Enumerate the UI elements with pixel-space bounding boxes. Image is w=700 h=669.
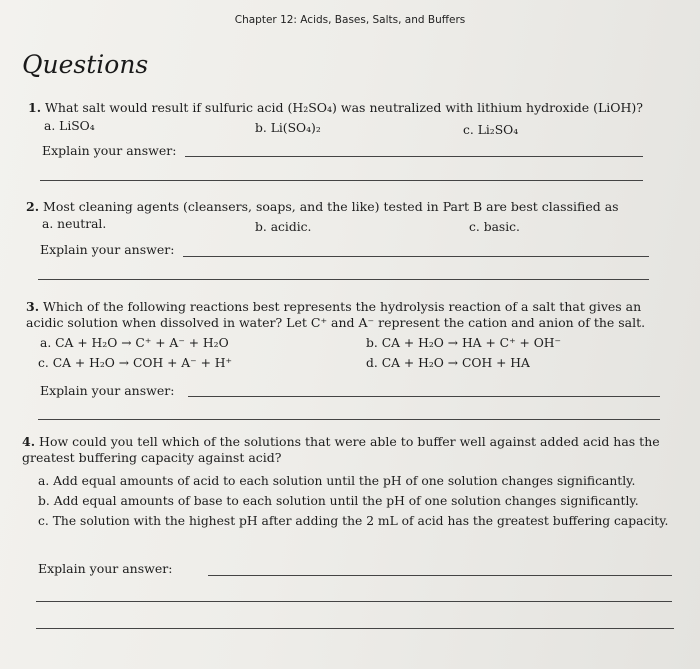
q2-option-c[interactable]: c. basic. bbox=[469, 220, 520, 234]
q2-option-b[interactable]: b. acidic. bbox=[255, 220, 312, 234]
question-number: 3. bbox=[26, 299, 40, 314]
q3-option-b[interactable]: b. CA + H₂O → HA + C⁺ + OH⁻ bbox=[366, 336, 561, 350]
q1-option-a[interactable]: a. LiSO₄ bbox=[44, 119, 95, 133]
q3-option-d[interactable]: d. CA + H₂O → COH + HA bbox=[366, 356, 530, 370]
q3-answer-line-1[interactable] bbox=[188, 396, 660, 397]
q4-option-c[interactable]: c. The solution with the highest pH after adding the 2 mL of acid has the greatest buffering capacity. bbox=[38, 514, 669, 528]
q3-explain-label: Explain your answer: bbox=[40, 383, 175, 398]
chapter-header: Chapter 12: Acids, Bases, Salts, and Buffers bbox=[234, 14, 466, 26]
question-number: 2. bbox=[26, 199, 40, 214]
q1-option-c[interactable]: c. Li₂SO₄ bbox=[463, 123, 519, 137]
q1-answer-line-2[interactable] bbox=[40, 180, 643, 181]
section-title: Questions bbox=[22, 50, 149, 79]
q4-option-a[interactable]: a. Add equal amounts of acid to each solution until the pH of one solution changes significantly. bbox=[38, 474, 636, 488]
question-number: 1. bbox=[28, 100, 42, 115]
question-text: What salt would result if sulfuric acid (H₂SO₄) was neutralized with lithium hydroxide (LiOH)? bbox=[45, 100, 643, 115]
q2-explain-label: Explain your answer: bbox=[40, 242, 175, 257]
q1-option-b[interactable]: b. Li(SO₄)₂ bbox=[255, 121, 321, 135]
question-2 bbox=[26, 199, 666, 215]
q3-option-c[interactable]: c. CA + H₂O → COH + A⁻ + H⁺ bbox=[38, 356, 233, 370]
question-text: Most cleaning agents (cleansers, soaps, and the like) tested in Part B are best classified as bbox=[43, 199, 619, 214]
q4-answer-line-1[interactable] bbox=[208, 575, 672, 576]
q1-answer-line-1[interactable] bbox=[185, 156, 643, 157]
q4-answer-line-2[interactable] bbox=[36, 601, 672, 602]
question-text: Which of the following reactions best represents the hydrolysis reaction of a salt that gives an acidic solution when dissolved in water? Let C⁺ and A⁻ represent the cation and anion of the salt. bbox=[26, 299, 646, 330]
question-4 bbox=[22, 434, 672, 466]
q4-answer-line-3[interactable] bbox=[36, 628, 674, 629]
question-1 bbox=[28, 100, 668, 116]
q2-answer-line-2[interactable] bbox=[38, 279, 649, 280]
question-3 bbox=[26, 299, 666, 331]
q3-answer-line-2[interactable] bbox=[38, 419, 660, 420]
question-text: How could you tell which of the solutions that were able to buffer well against added acid has the greatest buffering capacity against acid? bbox=[22, 434, 660, 465]
q2-answer-line-1[interactable] bbox=[183, 256, 649, 257]
q1-explain-label: Explain your answer: bbox=[42, 143, 177, 158]
question-number: 4. bbox=[22, 434, 36, 449]
q4-explain-label: Explain your answer: bbox=[38, 561, 173, 576]
q3-option-a[interactable]: a. CA + H₂O → C⁺ + A⁻ + H₂O bbox=[40, 336, 229, 350]
q4-option-b[interactable]: b. Add equal amounts of base to each solution until the pH of one solution changes significantly. bbox=[38, 494, 639, 508]
q2-option-a[interactable]: a. neutral. bbox=[42, 217, 107, 231]
